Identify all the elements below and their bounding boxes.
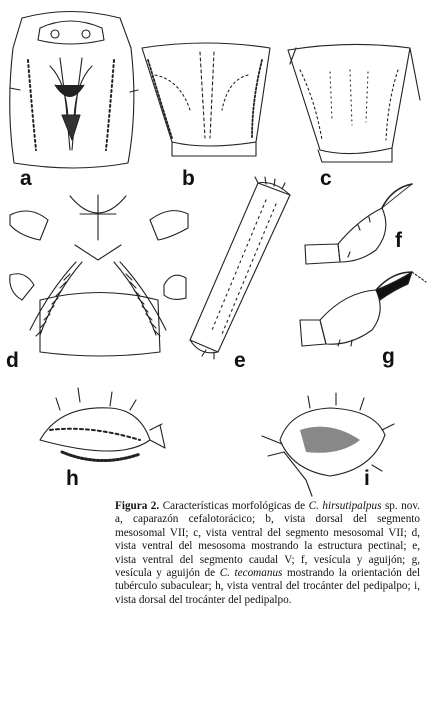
caption-species-2: C. tecomanus: [219, 567, 283, 580]
panel-label-d: d: [6, 349, 19, 372]
panel-label-c: c: [320, 167, 332, 190]
panel-label-h: h: [66, 467, 79, 490]
caudal-segment-drawing: [190, 177, 290, 359]
vesicle-drawing: [305, 184, 412, 264]
carapace-drawing: [10, 12, 138, 169]
caption-text-2: sp. nov. a, caparazón cefalotorácico; b, vista dorsal del segmento mesosomal VII; c, vista ventral del segmento mesosomal VII; d, vista ventral del mesosoma mostrando la estructura pectinal; e, vista ventral del segmento caudal V; f, vesícula y aguijón; g, vesícula y aguijón de: [115, 500, 421, 580]
ventral-segment-drawing: [288, 44, 420, 162]
caption-text-1: Características morfológicas de: [162, 500, 306, 512]
panel-label-a: a: [20, 167, 32, 190]
figure-caption: [115, 500, 420, 607]
pectines-drawing: [10, 195, 188, 356]
trochanter-ventral-drawing: [40, 388, 165, 461]
panel-label-g: g: [382, 345, 395, 368]
panel-label-i: i: [364, 467, 370, 490]
caption-species-1: C. hirsutipalpus: [308, 500, 382, 512]
caption-text-3: mostrando la orientación del tubérculo subaculear; h, vista ventral del trocánter del pedipalpo; i, vista dorsal del trocánter del pedipalpo.: [115, 567, 421, 606]
caption-label: Figura 2.: [115, 500, 160, 512]
panel-label-f: f: [395, 229, 402, 252]
panel-label-e: e: [234, 349, 246, 372]
trochanter-dorsal-drawing: [262, 393, 394, 496]
panel-label-b: b: [182, 167, 195, 190]
vesicle-tecomanus-drawing: [300, 272, 426, 346]
dorsal-segment-drawing: [142, 43, 270, 156]
